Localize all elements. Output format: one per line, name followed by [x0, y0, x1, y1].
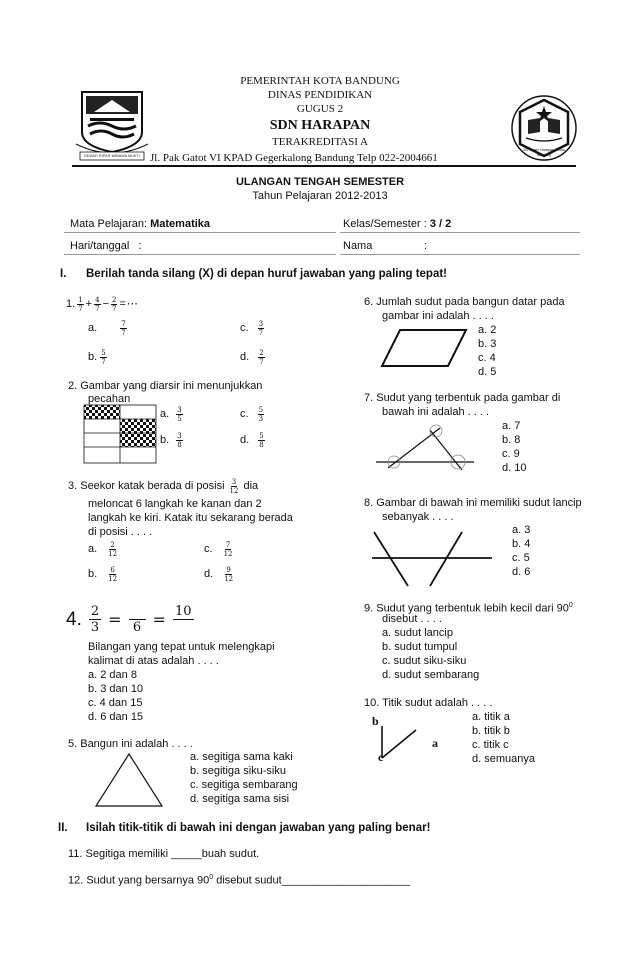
name-colon: :	[424, 240, 428, 252]
q4-option-c[interactable]: c. 4 dan 15	[88, 697, 143, 709]
question-6-cont: gambar ini adalah . . . .	[382, 310, 494, 322]
q3-option-b[interactable]: b. $\frac{6}{12}$	[88, 566, 118, 583]
school-address: Jl. Pak Gatot VI KPAD Gegerkalong Bandung Telp 022-2004661	[150, 152, 438, 164]
accreditation: TERAKREDITASI A	[272, 136, 368, 148]
info-line	[340, 254, 580, 255]
question-7-cont: bawah ini adalah . . . .	[382, 406, 490, 418]
question-3-cont: meloncat 6 langkah ke kanan dan 2	[88, 498, 262, 510]
q1-fraction: $\frac{4}{7}$	[95, 296, 100, 313]
q10-option-c[interactable]: c. titik c	[472, 739, 509, 751]
q6-option-c[interactable]: c. 4	[478, 352, 496, 364]
subject-field: Mata Pelajaran: Matematika	[70, 218, 211, 230]
q6-option-b[interactable]: b. 3	[478, 338, 497, 350]
question-8-cont: sebanyak . . . .	[382, 511, 454, 523]
angle-vertex-figure	[372, 712, 452, 766]
q5-option-d[interactable]: d. segitiga sama sisi	[190, 793, 290, 805]
q8-option-b[interactable]: b. 4	[512, 538, 531, 550]
q5-option-b[interactable]: b. segitiga siku-siku	[190, 765, 286, 777]
q2-option-c[interactable]: c. $\frac{5}{3}$	[240, 406, 264, 423]
q2-option-a[interactable]: a. $\frac{3}{5}$	[160, 406, 182, 423]
q6-option-d[interactable]: d. 5	[478, 366, 497, 378]
q7-option-d[interactable]: d. 10	[502, 462, 527, 474]
q1-option-c[interactable]: c. $\frac{3}{7}$	[240, 320, 264, 337]
info-line	[64, 254, 336, 255]
q9-option-b[interactable]: b. sudut tumpul	[382, 641, 458, 653]
question-11: 11. Segitiga memiliki _____buah sudut.	[68, 848, 260, 860]
question-7: 7. Sudut yang terbentuk pada gambar di	[364, 392, 561, 404]
date-field: Hari/tanggal :	[70, 240, 142, 252]
info-line	[64, 232, 336, 233]
question-3: 3. Seekor katak berada di posisi $\frac{3}{12}$ dia	[68, 478, 259, 495]
angle-lines-figure	[374, 418, 494, 480]
name-field: Nama	[343, 240, 373, 252]
q9-option-a[interactable]: a. sudut lancip	[382, 627, 453, 639]
triangle-figure	[94, 752, 164, 808]
question-2-cont: pecahan	[88, 393, 131, 405]
q9-option-d[interactable]: d. sudut sembarang	[382, 669, 480, 681]
q1-option-a[interactable]: a. $\frac{7}{7}$	[88, 320, 126, 337]
question-4-text: kalimat di atas adalah . . . .	[88, 655, 219, 667]
fraction-grid-figure	[83, 404, 157, 464]
point-label-c: c	[378, 750, 384, 764]
info-line	[340, 232, 580, 233]
question-3-cont: langkah ke kiri. Katak itu sekarang berada	[88, 512, 293, 524]
q1-number: 1.	[66, 298, 76, 310]
question-10: 10. Titik sudut adalah . . . .	[364, 697, 493, 709]
point-label-b: b	[372, 714, 379, 728]
q1-option-b[interactable]: b. $\frac{5}{7}$	[88, 349, 106, 366]
question-5: 5. Bangun ini adalah . . . .	[68, 738, 193, 750]
q4-option-b[interactable]: b. 3 dan 10	[88, 683, 144, 695]
q9-option-c[interactable]: c. sudut siku-siku	[382, 655, 467, 667]
q10-option-d[interactable]: d. semuanya	[472, 753, 535, 765]
q1-option-d[interactable]: d. $\frac{2}{7}$	[240, 349, 264, 366]
q3-option-c[interactable]: c. $\frac{7}{12}$	[204, 541, 233, 558]
header-line1: PEMERINTAH KOTA BANDUNG	[240, 75, 400, 87]
q10-option-a[interactable]: a. titik a	[472, 711, 510, 723]
parallelogram-figure	[380, 328, 468, 368]
q3-option-a[interactable]: a. $\frac{2}{12}$	[88, 541, 118, 558]
question-1: 1. $\frac{1}{7}$ + $\frac{4}{7}$ − $\frac{2}{7}$ = ⋯	[66, 296, 138, 313]
q4-option-a[interactable]: a. 2 dan 8	[88, 669, 137, 681]
question-9-cont: disebut . . . .	[382, 613, 442, 625]
school-logo-text: SD Negeri Harapan 2 Kota Bandung	[523, 148, 565, 157]
question-4: 4. $\frac{2}{3}$ = $\frac{—}{6}$ = $\frac{10}{—}$	[66, 604, 192, 635]
question-3-cont: di posisi . . . .	[88, 526, 153, 538]
header-line2: DINAS PENDIDIKAN	[267, 89, 373, 101]
header-line3: GUGUS 2	[296, 103, 344, 115]
q2-option-b[interactable]: b. $\frac{3}{8}$	[160, 432, 182, 449]
question-2: 2. Gambar yang diarsir ini menunjukkan	[68, 380, 263, 392]
q1-fraction: $\frac{2}{7}$	[112, 296, 117, 313]
question-12: 12. Sudut yang bersarnya $90^0$ disebut sudut_____________________	[68, 874, 411, 887]
question-9: 9. Sudut yang terbentuk lebih kecil dari $90^0$	[364, 602, 573, 615]
point-label-a: a	[432, 736, 438, 750]
school-name: SDN HARAPAN	[269, 118, 371, 133]
q2-option-d[interactable]: d. $\frac{5}{8}$	[240, 432, 264, 449]
q3-option-d[interactable]: d. $\frac{9}{12}$	[204, 566, 234, 583]
question-4-text: Bilangan yang tepat untuk melengkapi	[88, 641, 275, 653]
q5-option-a[interactable]: a. segitiga sama kaki	[190, 751, 293, 763]
exam-year: Tahun Pelajaran 2012-2013	[252, 190, 388, 202]
q8-option-a[interactable]: a. 3	[512, 524, 531, 536]
section2-title: Isilah titik-titik di bawah ini dengan jawaban yang paling benar!	[86, 822, 431, 834]
q8-option-d[interactable]: d. 6	[512, 566, 531, 578]
q6-option-a[interactable]: a. 2	[478, 324, 497, 336]
question-8: 8. Gambar di bawah ini memiliki sudut lancip	[364, 497, 582, 509]
question-6: 6. Jumlah sudut pada bangun datar pada	[364, 296, 565, 308]
section1-number: I.	[60, 268, 67, 280]
q5-option-c[interactable]: c. segitiga sembarang	[190, 779, 298, 791]
q4-option-d[interactable]: d. 6 dan 15	[88, 711, 144, 723]
section2-number: II.	[58, 822, 68, 834]
q8-option-c[interactable]: c. 5	[512, 552, 530, 564]
city-logo-motto: GEMAH RIPAH WIBAWA MUKTI	[83, 154, 140, 158]
q1-fraction: $\frac{1}{7}$	[78, 296, 83, 313]
q10-option-b[interactable]: b. titik b	[472, 725, 510, 737]
q7-option-a[interactable]: a. 7	[502, 420, 521, 432]
class-field: Kelas/Semester : 3 / 2	[343, 218, 452, 230]
q7-option-b[interactable]: b. 8	[502, 434, 521, 446]
section1-title: Berilah tanda silang (X) di depan huruf jawaban yang paling tepat!	[86, 268, 448, 280]
exam-title: ULANGAN TENGAH SEMESTER	[235, 176, 405, 188]
header-divider	[72, 165, 576, 167]
q7-option-c[interactable]: c. 9	[502, 448, 520, 460]
intersecting-lines-figure	[370, 530, 494, 588]
city-logo-icon	[72, 86, 152, 162]
